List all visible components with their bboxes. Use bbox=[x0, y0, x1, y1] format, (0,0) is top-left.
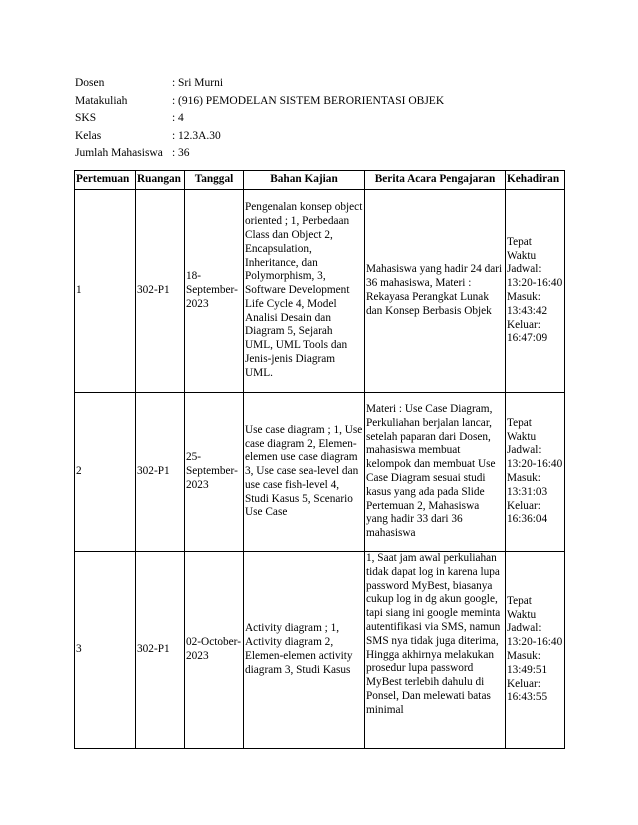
column-header-ruangan: Ruangan bbox=[136, 171, 185, 190]
cell-kehadiran: Tepat Waktu Jadwal: 13:20-16:40 Masuk: 13:31:03 Keluar: 16:36:04 bbox=[506, 393, 565, 552]
info-label: Kelas bbox=[75, 129, 102, 142]
cell-ruangan: 302-P1 bbox=[136, 552, 185, 749]
cell-berita-acara bbox=[365, 552, 506, 749]
attendance-table bbox=[74, 170, 565, 749]
info-row-dosen bbox=[75, 75, 444, 93]
info-value: 36 bbox=[178, 147, 190, 159]
cell-ruangan: 302-P1 bbox=[136, 393, 185, 552]
info-separator: : bbox=[172, 147, 176, 159]
cell-kehadiran: Tepat Waktu Jadwal: 13:20-16:40 Masuk: 13:43:42 Keluar: 16:47:09 bbox=[506, 190, 565, 393]
table-row bbox=[75, 552, 565, 749]
cell-ruangan: 302-P1 bbox=[136, 190, 185, 393]
info-separator: : bbox=[172, 94, 176, 107]
cell-bahan-kajian: Use case diagram ; 1, Use case diagram 2, Elemen-elemen use case diagram 3, Use case sea-level dan use case fish-level 4, Studi Kasus 5, Scenario Use Case bbox=[244, 393, 365, 552]
info-row-matakuliah bbox=[75, 93, 444, 111]
info-separator: : bbox=[172, 112, 176, 124]
cell-tanggal: 02-October-2023 bbox=[185, 552, 244, 749]
cell-kehadiran: Tepat Waktu Jadwal: 13:20-16:40 Masuk: 13:49:51 Keluar: 16:43:55 bbox=[506, 552, 565, 749]
info-row-kelas bbox=[75, 128, 444, 146]
cell-pertemuan: 1 bbox=[75, 190, 136, 393]
info-value: Sri Murni bbox=[178, 77, 224, 89]
info-separator: : bbox=[172, 129, 176, 142]
table-row bbox=[75, 393, 565, 552]
cell-pertemuan: 2 bbox=[75, 393, 136, 552]
table-header-row bbox=[75, 171, 565, 190]
cell-tanggal: 18-September-2023 bbox=[185, 190, 244, 393]
info-label: Matakuliah bbox=[75, 94, 128, 107]
info-label: Dosen bbox=[75, 77, 105, 89]
info-row-jumlah-mahasiswa bbox=[75, 145, 444, 163]
info-value: 4 bbox=[178, 112, 184, 124]
cell-tanggal: 25-September-2023 bbox=[185, 393, 244, 552]
column-header-tanggal: Tanggal bbox=[185, 171, 244, 190]
cell-bahan-kajian: Pengenalan konsep object oriented ; 1, Perbedaan Class dan Object 2, Encapsulation, Inheritance, dan Polymorphism, 3, Software Development Life Cycle 4, Model Analisi Desain dan Diagram 5, Sejarah UML, UML Tools dan Jenis-jenis Diagram UML. bbox=[244, 190, 365, 393]
cell-berita-acara: Materi : Use Case Diagram, Perkuliahan berjalan lancar, setelah paparan dari Dosen, mahasiswa membuat kelompok dan membuat Use Case Diagram sesuai studi kasus yang ada pada Slide Pertemuan 2, Mahasiswa yang hadir 33 dari 36 mahasiswa bbox=[365, 393, 506, 552]
info-row-sks bbox=[75, 110, 444, 128]
column-header-kehadiran: Kehadiran bbox=[506, 171, 565, 190]
info-value: (916) PEMODELAN SISTEM BERORIENTASI OBJEK bbox=[178, 94, 445, 107]
berita-acara-text: 1, Saat jam awal perkuliahan tidak dapat log in karena lupa password MyBest, biasanya cukup log in dg akun google, tapi siang ini google meminta autentifikasi via SMS, namun SMS nya tidak juga diterima, Hingga akhirnya melakukan prosedur lupa password MyBest terlebih dahulu di Ponsel, Dan melewati batas minimal bbox=[366, 552, 501, 716]
column-header-bahan-kajian: Bahan Kajian bbox=[244, 171, 365, 190]
course-info bbox=[75, 75, 444, 163]
table-row bbox=[75, 190, 565, 393]
column-header-berita-acara: Berita Acara Pengajaran bbox=[365, 171, 506, 190]
info-value: 12.3A.30 bbox=[178, 129, 221, 142]
info-label: Jumlah Mahasiswa bbox=[75, 147, 163, 159]
column-header-pertemuan: Pertemuan bbox=[75, 171, 136, 190]
cell-berita-acara: Mahasiswa yang hadir 24 dari 36 mahasiswa, Materi : Rekayasa Perangkat Lunak dan Konsep Berbasis Objek bbox=[365, 190, 506, 393]
cell-pertemuan: 3 bbox=[75, 552, 136, 749]
info-label: SKS bbox=[75, 112, 97, 124]
cell-bahan-kajian: Activity diagram ; 1, Activity diagram 2, Elemen-elemen activity diagram 3, Studi Kasus bbox=[244, 552, 365, 749]
info-separator: : bbox=[172, 77, 176, 89]
